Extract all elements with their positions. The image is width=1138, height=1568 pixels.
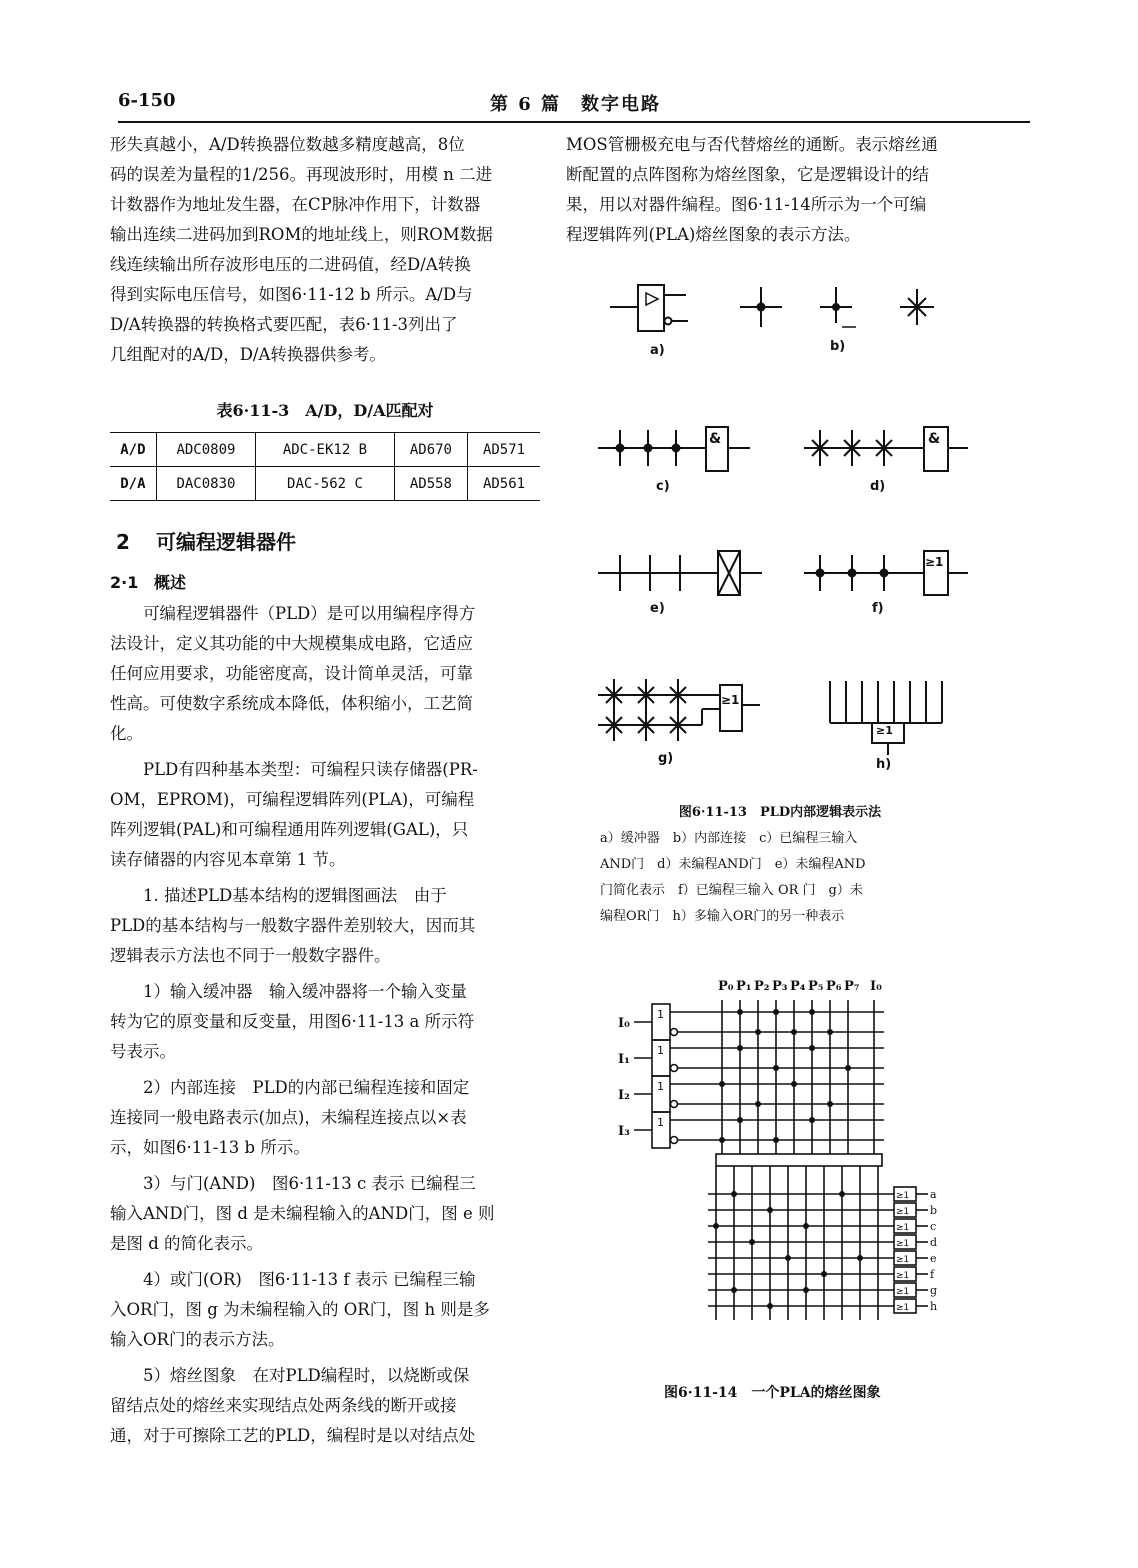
fuse-dot	[785, 1255, 791, 1261]
fuse-dot	[791, 1029, 797, 1035]
invert-bubble	[671, 1137, 678, 1144]
unprogrammed-cross-symbol	[900, 289, 934, 325]
and-gate-unprogrammed	[804, 427, 968, 471]
left-column	[110, 130, 540, 1451]
figure-caption-line: 门简化表示 f）已编程三输入 OR 门 g）未	[600, 883, 863, 898]
fuse-dot	[803, 1223, 809, 1229]
header-rule	[118, 121, 1030, 123]
fuse-dot	[737, 1045, 743, 1051]
paragraph-ad-conversion: 形失真越小，A/D转换器位数越多精度越高，8位 码的误差为量程的1/256。再现波形时，用模 n 二进 计数器作为地址发生器，在CP脉冲作用下，计数器 输出连续二进码加到ROM的地址线上，则ROM数据 线连续输出所存波形电压的二进码值，经D/A转换 得到实际电压信号，如图6·11-12 b 所示。A/D与 D/A转换器的转换格式要匹配，表6·11-3列出了 几组配对的A/D，D/A转换器供参考。	[110, 135, 493, 364]
invert-bubble	[671, 1065, 678, 1072]
fuse-dot	[719, 1137, 725, 1143]
table-caption: 表6·11-3 A/D，D/A匹配对	[216, 401, 434, 420]
column-label: P₀	[718, 979, 734, 994]
and-gate-label: &	[709, 431, 722, 447]
or-gate-label: ≥1	[896, 1191, 910, 1201]
column-label: P₅	[808, 979, 824, 994]
fig13-label-h: h)	[876, 757, 892, 772]
page-header	[118, 90, 1030, 120]
figure-6-11-13-caption	[600, 800, 960, 930]
or-gate-label: ≥1	[896, 1207, 910, 1217]
invert-bubble	[671, 1029, 678, 1036]
and-gate-programmed	[598, 427, 750, 471]
input-label: I₂	[618, 1088, 630, 1103]
right-column	[566, 130, 1026, 250]
figure-caption-title: 图6·11-13 PLD内部逻辑表示法	[678, 805, 882, 820]
fuse-dot	[809, 1009, 815, 1015]
fig13-label-d: d)	[870, 479, 886, 494]
figure-6-11-14	[612, 972, 952, 1332]
or-gate-label: ≥1	[896, 1303, 910, 1313]
and-gate-label: &	[928, 431, 941, 447]
pla-fuse-map-diagram	[612, 972, 952, 1332]
fixed-connection-symbol	[820, 287, 856, 327]
output-label: h	[930, 1300, 938, 1313]
or-gate-label: ≥1	[896, 1255, 910, 1265]
fuse-dot	[731, 1287, 737, 1293]
or-gate-label: ≥1	[896, 1223, 910, 1233]
paragraph-and-gate: 3）与门(AND) 图6·11-13 c 表示 已编程三 输入AND门，图 d 是未编程输入的AND门，图 e 则 是图 d 的简化表示。	[110, 1174, 495, 1253]
table-row: A/D ADC0809 ADC-EK12 B AD670 AD571	[110, 433, 540, 467]
or-gate-label: ≥1	[721, 693, 740, 707]
paragraph-internal-connection: 2）内部连接 PLD的内部已编程连接和固定 连接同一般电路表示(加点)，未编程连接点以×表 示，如图6·11-13 b 所示。	[110, 1078, 470, 1157]
input-label: I₃	[618, 1124, 630, 1139]
or-gate-label: ≥1	[896, 1287, 910, 1297]
or-gate-unprogrammed	[598, 679, 760, 741]
fig13-label-b: b)	[830, 339, 846, 354]
input-label: I₁	[618, 1052, 630, 1067]
column-label: P₄	[790, 979, 806, 994]
fuse-dot	[755, 1101, 761, 1107]
fig13-label-g: g)	[658, 751, 674, 766]
fig13-label-f: f)	[872, 601, 884, 616]
output-label: g	[930, 1284, 938, 1297]
and-gate-simplified	[598, 551, 762, 595]
or-gate-label: ≥1	[896, 1271, 910, 1281]
fuse-dot	[827, 1101, 833, 1107]
output-label: d	[930, 1236, 938, 1249]
section-heading: 2 可编程逻辑器件	[116, 530, 296, 554]
figure-6-11-14-caption: 图6·11-14 一个PLA的熔丝图象	[664, 1385, 881, 1401]
output-label: b	[930, 1204, 938, 1217]
subsection-heading: 2·1 概述	[110, 573, 187, 592]
buffer-label: 1	[657, 1116, 664, 1129]
fuse-dot	[737, 1009, 743, 1015]
fuse-dot	[737, 1117, 743, 1123]
fig13-label-e: e)	[650, 601, 665, 616]
or-gate-multi-input	[830, 681, 942, 755]
column-label: P₆	[826, 979, 842, 994]
input-label: I₀	[618, 1016, 630, 1031]
fuse-dot	[767, 1207, 773, 1213]
fuse-dot	[755, 1029, 761, 1035]
fuse-dot	[839, 1191, 845, 1197]
fuse-dot	[857, 1255, 863, 1261]
fuse-dot	[731, 1191, 737, 1197]
fuse-dot	[773, 1009, 779, 1015]
fuse-dot	[773, 1137, 779, 1143]
paragraph-logic-notation: 1. 描述PLD基本结构的逻辑图画法 由于 PLD的基本结构与一般数字器件差别较大，因而其 逻辑表示方法也不同于一般数字器件。	[110, 886, 476, 965]
buffer-label: 1	[657, 1044, 664, 1057]
figure-caption-line: a）缓冲器 b）内部连接 c）已编程三输入	[600, 831, 858, 846]
ad-da-table	[110, 432, 540, 501]
fuse-dot	[821, 1271, 827, 1277]
output-label: f	[930, 1268, 935, 1281]
column-label: P₂	[754, 979, 770, 994]
output-label: c	[930, 1220, 937, 1233]
fuse-dot	[773, 1065, 779, 1071]
section-title: 第 6 篇 数字电路	[490, 94, 662, 115]
paragraph-pld-intro: 可编程逻辑器件（PLD）是可以用编程序得方 法设计，定义其功能的中大规模集成电路，它适应 任何应用要求，功能密度高，设计简单灵活，可靠 性高。可使数字系统成本降低，体积缩小，工艺简 化。	[110, 604, 476, 743]
figure-caption-line: 编程OR门 h）多输入OR门的另一种表示	[600, 909, 845, 924]
figure-caption-line: AND门 d）未编程AND门 e）未编程AND	[600, 857, 866, 872]
fuse-dot	[767, 1303, 773, 1309]
buffer-label: 1	[657, 1080, 664, 1093]
fig13-label-c: c)	[656, 479, 670, 494]
or-gate-label: ≥1	[876, 724, 893, 737]
fuse-dot	[749, 1239, 755, 1245]
fuse-dot	[827, 1029, 833, 1035]
connection-dot-symbol	[740, 287, 782, 327]
paragraph-fuse-map-cont: MOS管栅极充电与否代替熔丝的通断。表示熔丝通 断配置的点阵图称为熔丝图象，它是逻辑设计的结 果，用以对器件编程。图6·11-14所示为一个可编 程逻辑阵列(PLA)熔丝图象的表示方法。	[566, 135, 938, 244]
fuse-dot	[809, 1045, 815, 1051]
output-label: a	[930, 1188, 937, 1201]
fuse-dot	[809, 1117, 815, 1123]
paragraph-fuse-map: 5）熔丝图象 在对PLD编程时，以烧断或保 留结点处的熔丝来实现结点处两条线的断开或接 通，对于可擦除工艺的PLD，编程时是以对结点处	[110, 1366, 476, 1445]
paragraph-pld-types: PLD有四种基本类型：可编程只读存储器(PR- OM，EPROM)，可编程逻辑阵列(PLA)，可编程 阵列逻辑(PAL)和可编程通用阵列逻辑(GAL)，只 读存储器的内容见本章第 1 节。	[110, 760, 478, 869]
buffer-symbol	[610, 285, 688, 331]
table-row: D/A DAC0830 DAC-562 C AD558 AD561	[110, 467, 540, 501]
buffer-label: 1	[657, 1008, 664, 1021]
output-label: e	[930, 1252, 937, 1265]
and-array-bus	[716, 1154, 882, 1166]
fuse-dot	[803, 1287, 809, 1293]
column-label: P₃	[772, 979, 788, 994]
or-gate-label: ≥1	[925, 555, 944, 569]
fuse-dot	[719, 1081, 725, 1087]
pld-logic-symbols-diagram	[590, 265, 980, 785]
fig13-label-a: a)	[650, 343, 665, 358]
or-gate-label: ≥1	[896, 1239, 910, 1249]
column-label: P₇	[844, 979, 860, 994]
fuse-dot	[845, 1065, 851, 1071]
column-label: I₀	[870, 979, 882, 994]
page-number: 6-150	[118, 90, 176, 111]
figure-6-11-13	[590, 265, 980, 785]
invert-bubble	[671, 1101, 678, 1108]
fuse-dot	[713, 1223, 719, 1229]
paragraph-input-buffer: 1）输入缓冲器 输入缓冲器将一个输入变量 转为它的原变量和反变量，用图6·11-13 a 所示符 号表示。	[110, 982, 475, 1061]
column-label: P₁	[736, 979, 752, 994]
fuse-dot	[791, 1081, 797, 1087]
paragraph-or-gate: 4）或门(OR) 图6·11-13 f 表示 已编程三输 入OR门，图 g 为未编程输入的 OR门，图 h 则是多 输入OR门的表示方法。	[110, 1270, 490, 1349]
